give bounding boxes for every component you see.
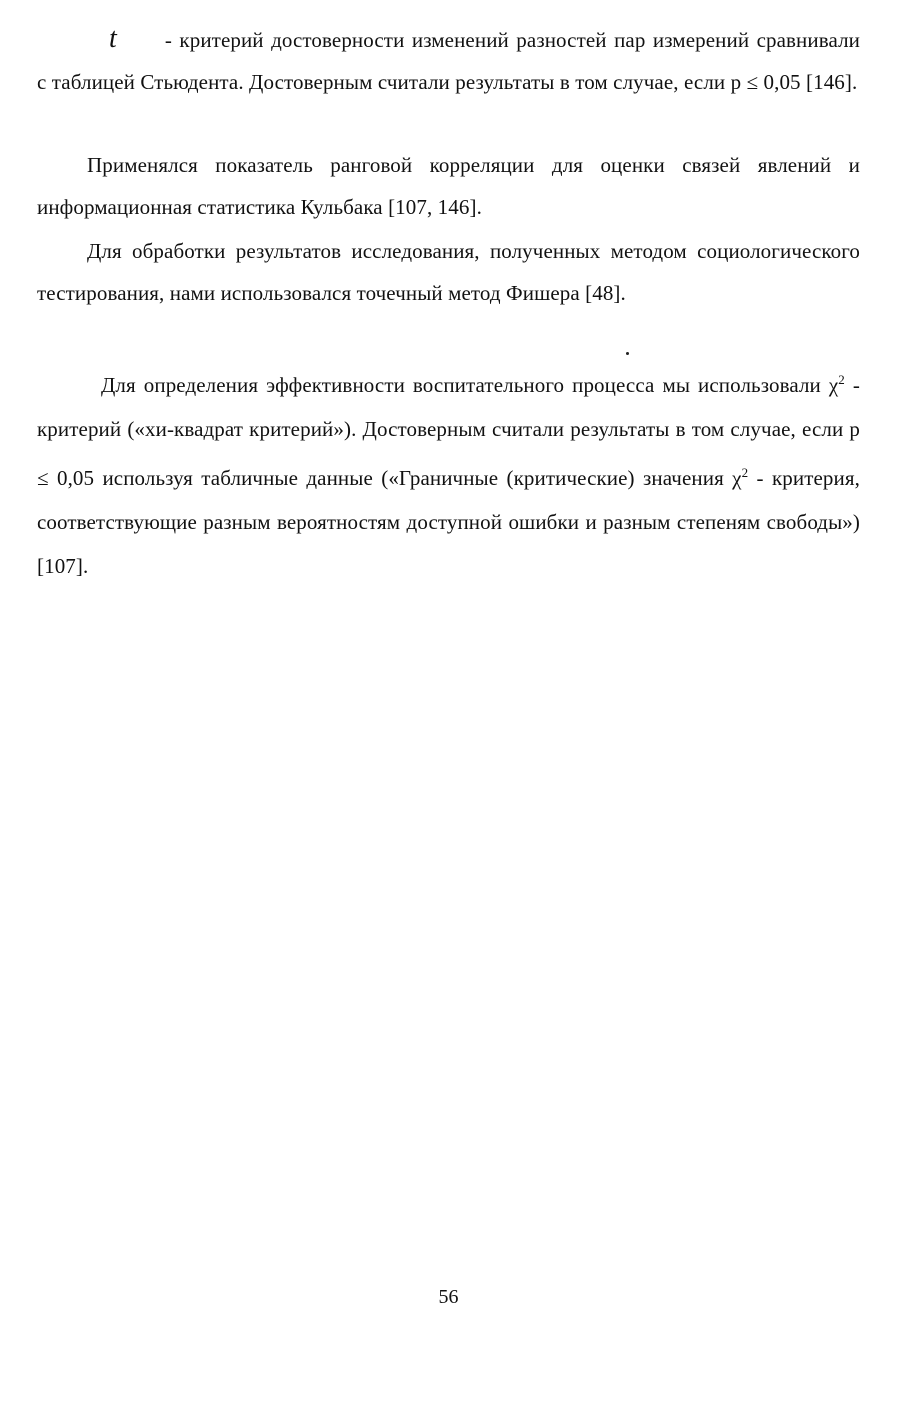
t-variable: t	[109, 23, 117, 54]
paragraph-rank-correlation	[37, 144, 860, 228]
paragraph-chi-square-text-a: Для определения эффективности воспитательного процесса мы использовали	[101, 373, 821, 397]
paragraph-t-criterion-text: - критерий достоверности изменений разностей пар измерений сравнивали с таблицей Стьюдента. Достоверным считали результаты в том случае, если p ≤ 0,05 [146].	[37, 28, 860, 94]
paragraph-fisher-method	[37, 230, 860, 314]
paragraph-t-criterion	[37, 18, 860, 103]
paragraph-chi-square-text-b: - критерий («хи-квадрат критерий»). Достоверным считали результаты в том случае, если p ≤ 0,05 используя табличные данные («Граничные (критические) значения	[37, 373, 860, 490]
chi-square-symbol-2	[732, 466, 748, 490]
paragraph-chi-square-text-c: - критерия, соответствующие разным вероятностям доступной ошибки и разным степеням свободы») [107].	[37, 466, 860, 578]
chi-letter: χ	[828, 373, 839, 397]
chi-letter-2: χ	[732, 466, 742, 490]
paragraph-rank-correlation-text: Применялся показатель ранговой корреляции для оценки связей явлений и информационная статистика Кульбака [107, 146].	[37, 153, 860, 219]
chi-exponent-2: 2	[741, 465, 749, 480]
chi-exponent: 2	[838, 372, 845, 387]
scan-speck	[626, 352, 629, 355]
paragraph-chi-square	[37, 358, 860, 588]
paragraph-fisher-method-text: Для обработки результатов исследования, полученных методом социологического тестирования, нами использовался точечный метод Фишера [48].	[37, 239, 860, 305]
chi-square-symbol	[829, 373, 845, 397]
page-number: 56	[438, 1286, 459, 1308]
